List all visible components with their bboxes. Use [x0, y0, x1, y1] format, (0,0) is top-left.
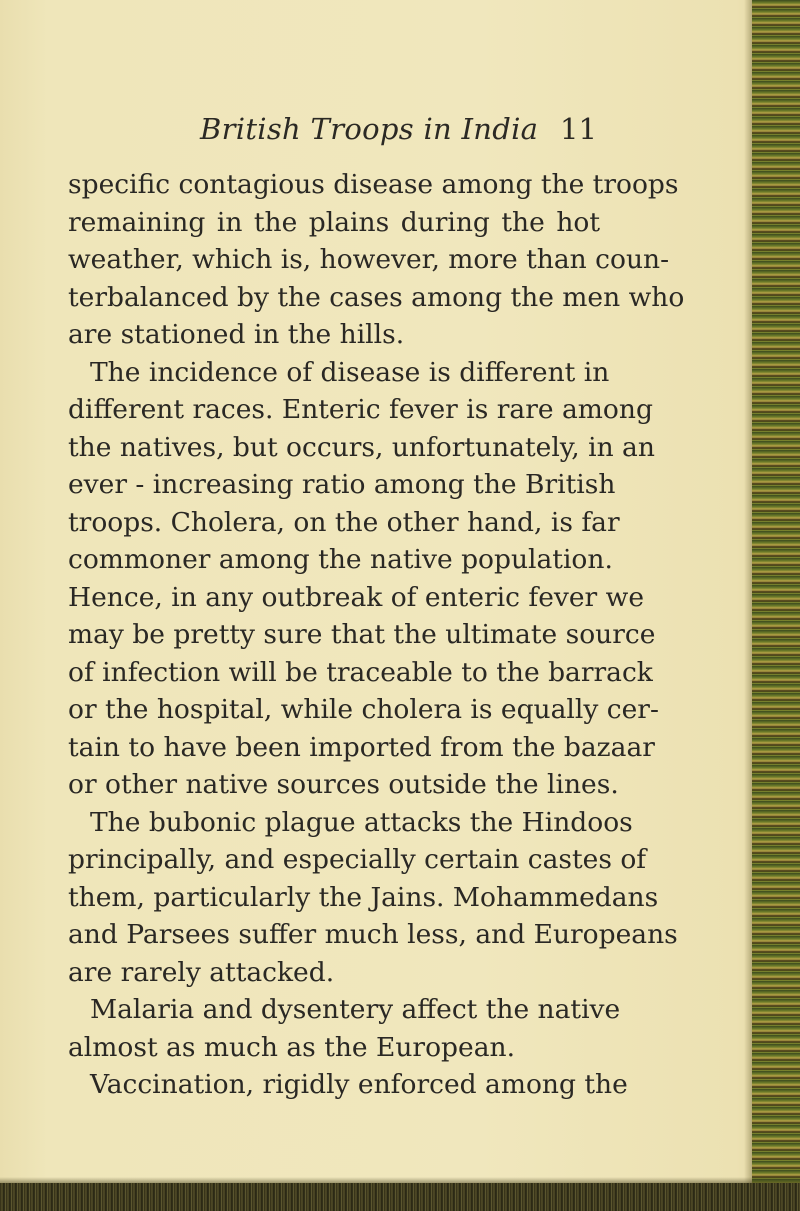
body-text: [68, 166, 685, 1104]
text-line: terbalanced by the cases among the men who: [68, 281, 685, 313]
text-line: ever - increasing ratio among the British: [68, 469, 616, 500]
text-line: weather, which is, however, more than coun-: [68, 244, 670, 275]
text-line: are stationed in the hills.: [68, 319, 405, 350]
text-line: the natives, but occurs, unfortunately, in an: [68, 431, 655, 463]
text-line: Vaccination, rigidly enforced among the: [90, 1069, 628, 1100]
text-line: troops. Cholera, on the other hand, is far: [68, 506, 620, 538]
text-line: or other native sources outside the lines.: [68, 769, 619, 800]
running-head: British Troops in India: [200, 112, 539, 146]
text-line: remaining in the plains during the hot: [68, 206, 600, 238]
text-line: of infection will be traceable to the barrack: [68, 656, 653, 688]
text-line: commoner among the native population.: [68, 544, 613, 575]
page-number: 11: [560, 112, 597, 146]
text-line: The bubonic plague attacks the Hindoos: [90, 806, 633, 838]
book-spine-edge: [752, 0, 800, 1211]
page-bottom-edge: [0, 1183, 800, 1211]
text-line: principally, and especially certain castes of: [68, 844, 647, 875]
text-line: The incidence of disease is different in: [90, 356, 610, 388]
text-line: them, particularly the Jains. Mohammedans: [68, 881, 659, 913]
text-line: almost as much as the European.: [68, 1031, 515, 1063]
text-line: Malaria and dysentery affect the native: [90, 994, 621, 1025]
text-line: or the hospital, while cholera is equally cer-: [68, 694, 659, 725]
text-line: Hence, in any outbreak of enteric fever we: [68, 581, 644, 613]
text-line: are rarely attacked.: [68, 956, 335, 988]
text-line: specific contagious disease among the troops: [68, 169, 679, 200]
text-line: and Parsees suffer much less, and Europeans: [68, 919, 678, 950]
page-header: [0, 112, 800, 156]
text-line: may be pretty sure that the ultimate source: [68, 619, 656, 650]
text-line: different races. Enteric fever is rare among: [68, 394, 653, 425]
text-line: tain to have been imported from the bazaar: [68, 731, 655, 763]
